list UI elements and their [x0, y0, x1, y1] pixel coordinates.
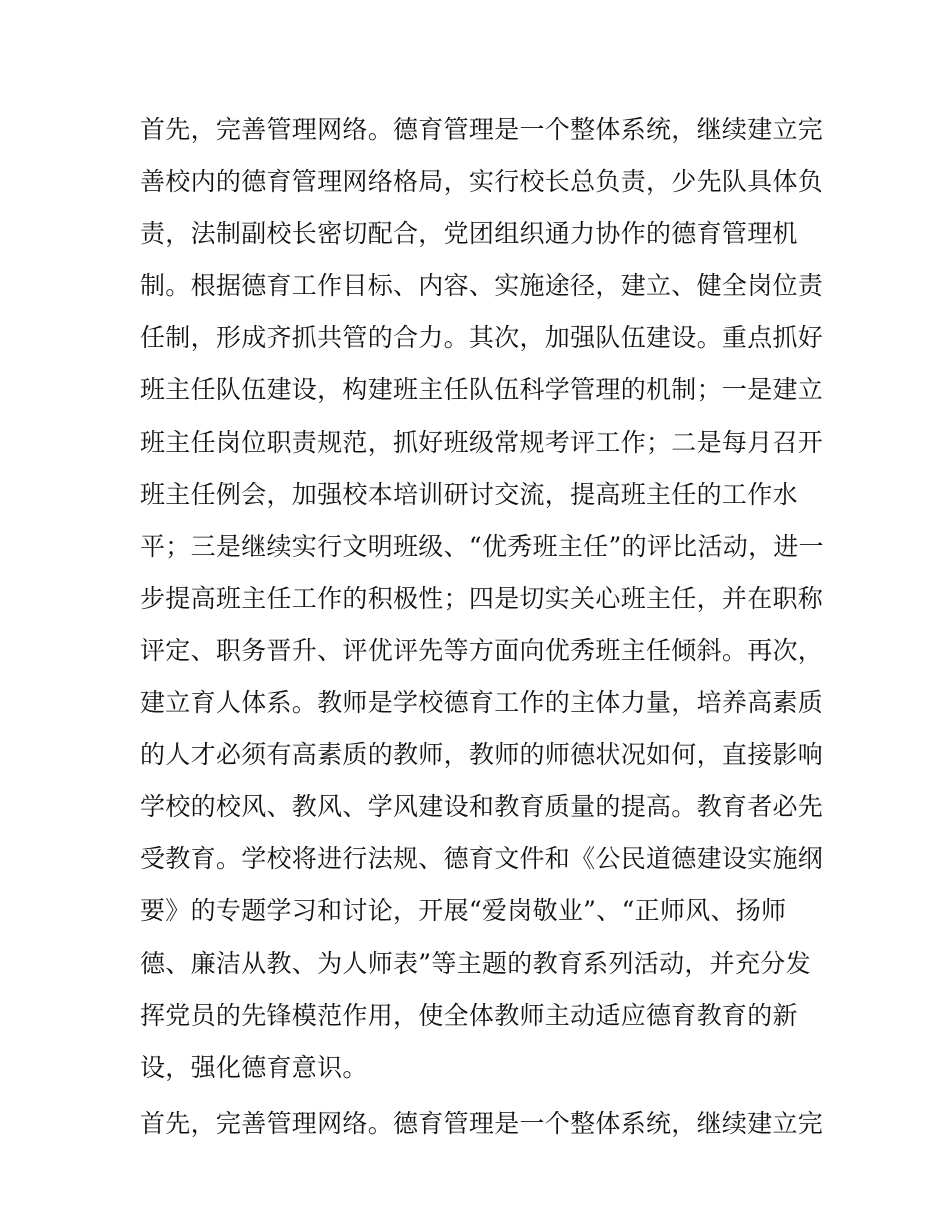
text-line: 任制，形成齐抓共管的合力。其次，加强队伍建设。重点抓好: [140, 323, 824, 353]
text-line: 德、廉洁从教、为人师表”等主题的教育系列活动，并充分发: [140, 948, 811, 978]
text-line: 首先，完善管理网络。德育管理是一个整体系统，继续建立完: [140, 115, 824, 144]
text-line: 建立育人体系。教师是学校德育工作的主体力量，培养高素质: [140, 688, 824, 718]
text-line: 的人才必须有高素质的教师，教师的师德状况如何，直接影响: [140, 740, 824, 770]
text-line: 步提高班主任工作的积极性；四是切实关心班主任，并在职称: [140, 583, 824, 613]
text-line: 责，法制副校长密切配合，党团组织通力协作的德育管理机: [140, 219, 798, 249]
text-line: 首先，完善管理网络。德育管理是一个整体系统，继续建立完: [140, 1108, 824, 1138]
document-body: [140, 104, 824, 1150]
text-line: 学校的校风、教风、学风建设和教育质量的提高。教育者必先: [140, 792, 824, 822]
text-line: 制。根据德育工作目标、内容、实施途径，建立、健全岗位责: [140, 271, 824, 301]
text-line: 评定、职务晋升、评优评先等方面向优秀班主任倾斜。再次，: [140, 635, 824, 665]
text-line: 设，强化德育意识。: [140, 1052, 368, 1082]
text-line: 善校内的德育管理网络格局，实行校长总负责，少先队具体负: [140, 167, 824, 197]
text-line: 班主任队伍建设，构建班主任队伍科学管理的机制；一是建立: [140, 375, 824, 405]
text-line: 平；三是继续实行文明班级、“优秀班主任”的评比活动，进一: [140, 531, 824, 561]
text-line: 班主任例会，加强校本培训研讨交流，提高班主任的工作水: [140, 479, 798, 509]
text-line: 要》的专题学习和讨论，开展“爱岗敬业”、“正师风、扬师: [140, 896, 787, 926]
text-line: 班主任岗位职责规范，抓好班级常规考评工作；二是每月召开: [140, 427, 824, 457]
text-line: 挥党员的先锋模范作用，使全体教师主动适应德育教育的新: [140, 1000, 798, 1030]
text-line: 受教育。学校将进行法规、德育文件和《公民道德建设实施纲: [140, 844, 824, 874]
